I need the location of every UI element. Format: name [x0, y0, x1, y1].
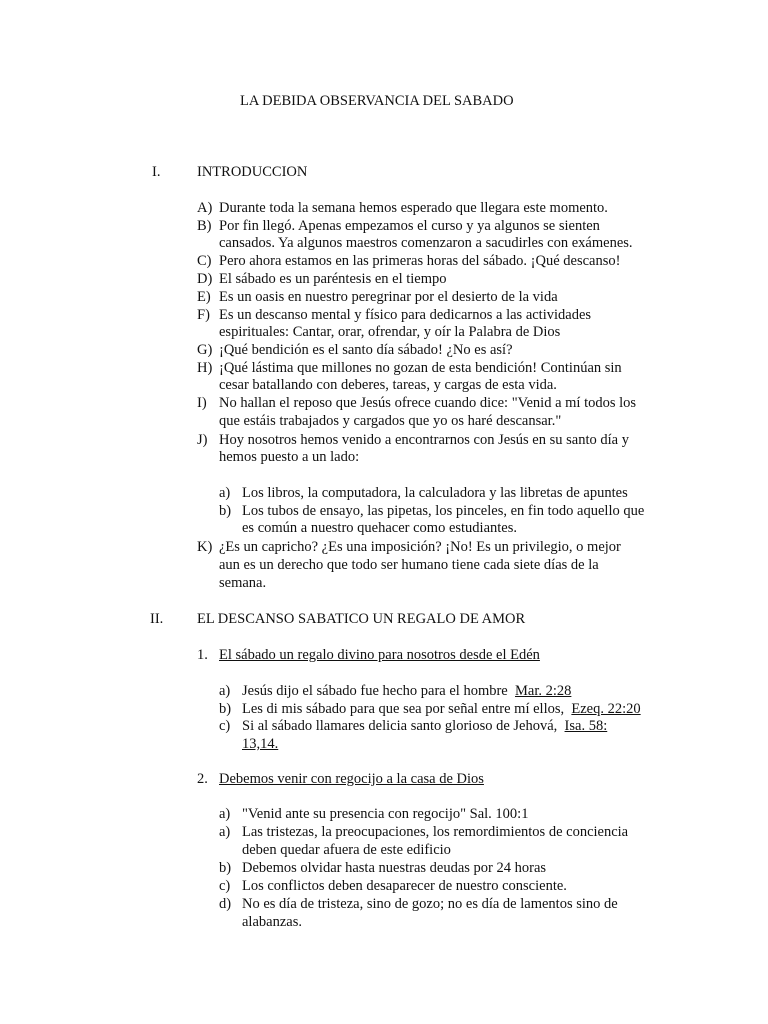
- section-number: I.: [152, 164, 161, 180]
- list-item-text: aun es un derecho que todo ser humano tiene cada siete días de la: [219, 557, 599, 573]
- list-item-text: hemos puesto a un lado:: [219, 449, 360, 465]
- subsection-heading: El sábado un regalo divino para nosotros desde el Edén: [219, 647, 540, 663]
- list-item-text: Los libros, la computadora, la calculadora y las libretas de apuntes: [242, 485, 628, 501]
- subsection-number: 1.: [197, 647, 208, 663]
- list-item-text: ¡Qué bendición es el santo día sábado! ¿No es así?: [219, 342, 513, 358]
- list-item-text: Los conflictos deben desaparecer de nuestro consciente.: [242, 878, 567, 894]
- list-item-text: Los tubos de ensayo, las pipetas, los pinceles, en fin todo aquello que: [242, 503, 645, 519]
- scripture-reference: Mar. 2:28: [515, 683, 572, 699]
- scripture-reference: 13,14.: [242, 736, 279, 752]
- list-marker: a): [219, 683, 231, 699]
- list-item-text: [242, 682, 571, 700]
- list-item-text: Es un descanso mental y físico para dedicarnos a las actividades: [219, 307, 592, 323]
- subsection-heading: Debemos venir con regocijo a la casa de Dios: [219, 771, 484, 787]
- list-item-text: "Venid ante su presencia con regocijo" Sal. 100:1: [242, 806, 529, 822]
- scripture-reference: Ezeq. 22:20: [571, 701, 641, 717]
- list-marker: D): [197, 271, 213, 287]
- list-item-text: cansados. Ya algunos maestros comenzaron a sacudirles con exámenes.: [219, 235, 633, 251]
- list-marker: G): [197, 342, 213, 358]
- list-item-text: Pero ahora estamos en las primeras horas del sábado. ¡Qué descanso!: [219, 253, 621, 269]
- list-item-text: Hoy nosotros hemos venido a encontrarnos con Jesús en su santo día y: [219, 432, 629, 448]
- list-marker: d): [219, 896, 232, 912]
- list-marker: K): [197, 539, 213, 555]
- list-item-text: Por fin llegó. Apenas empezamos el curso y ya algunos se sienten: [219, 218, 600, 234]
- section-number: II.: [150, 611, 164, 627]
- list-item-text: Las tristezas, la preocupaciones, los remordimientos de conciencia: [242, 824, 629, 840]
- list-item-text: ¿Es un capricho? ¿Es una imposición? ¡No! Es un privilegio, o mejor: [219, 539, 621, 555]
- list-marker: b): [219, 503, 232, 519]
- list-item-text: Debemos olvidar hasta nuestras deudas por 24 horas: [242, 860, 547, 876]
- list-marker: A): [197, 200, 213, 216]
- list-marker: c): [219, 718, 231, 734]
- document-title: LA DEBIDA OBSERVANCIA DEL SABADO: [240, 93, 514, 109]
- list-item-text: semana.: [219, 575, 267, 591]
- list-item-text: [242, 717, 607, 735]
- list-item-text: que estáis trabajados y cargados que yo os haré descansar.": [219, 413, 562, 429]
- section-heading: INTRODUCCION: [197, 164, 308, 180]
- list-marker: a): [219, 824, 231, 840]
- list-item-text: deben quedar afuera de este edificio: [242, 842, 451, 858]
- list-marker: F): [197, 307, 210, 323]
- list-marker: C): [197, 253, 212, 269]
- list-item-text: Si al sábado llamares delicia santo glorioso de Jehová,: [242, 718, 565, 734]
- list-marker: J): [197, 432, 208, 448]
- list-item-text: No es día de tristeza, sino de gozo; no es día de lamentos sino de: [242, 896, 618, 912]
- list-item-text: ¡Qué lástima que millones no gozan de esta bendición! Continúan sin: [219, 360, 622, 376]
- list-marker: B): [197, 218, 212, 234]
- section-heading: EL DESCANSO SABATICO UN REGALO DE AMOR: [197, 611, 526, 627]
- list-marker: I): [197, 395, 207, 411]
- list-item-text: alabanzas.: [242, 914, 302, 930]
- list-marker: c): [219, 878, 231, 894]
- list-item-text: Jesús dijo el sábado fue hecho para el hombre: [242, 683, 515, 699]
- list-item-text: No hallan el reposo que Jesús ofrece cuando dice: "Venid a mí todos los: [219, 395, 637, 411]
- list-marker: a): [219, 485, 231, 501]
- scripture-reference: Isa. 58:: [564, 718, 608, 734]
- list-item-text: [242, 700, 641, 718]
- list-marker: H): [197, 360, 213, 376]
- list-item-text: es común a nuestro quehacer como estudiantes.: [242, 520, 518, 536]
- list-item-text: Durante toda la semana hemos esperado que llegara este momento.: [219, 200, 608, 216]
- list-marker: b): [219, 701, 232, 717]
- list-item-text: Es un oasis en nuestro peregrinar por el desierto de la vida: [219, 289, 558, 305]
- list-item-text: cesar batallando con deberes, tareas, y cargas de esta vida.: [219, 377, 557, 393]
- list-marker: E): [197, 289, 211, 305]
- list-marker: b): [219, 860, 232, 876]
- subsection-number: 2.: [197, 771, 208, 787]
- list-marker: a): [219, 806, 231, 822]
- list-item-text: Les di mis sábado para que sea por señal entre mí ellos,: [242, 701, 572, 717]
- list-item-text: espirituales: Cantar, orar, ofrendar, y oír la Palabra de Dios: [219, 324, 561, 340]
- list-item-text: El sábado es un paréntesis en el tiempo: [219, 271, 447, 287]
